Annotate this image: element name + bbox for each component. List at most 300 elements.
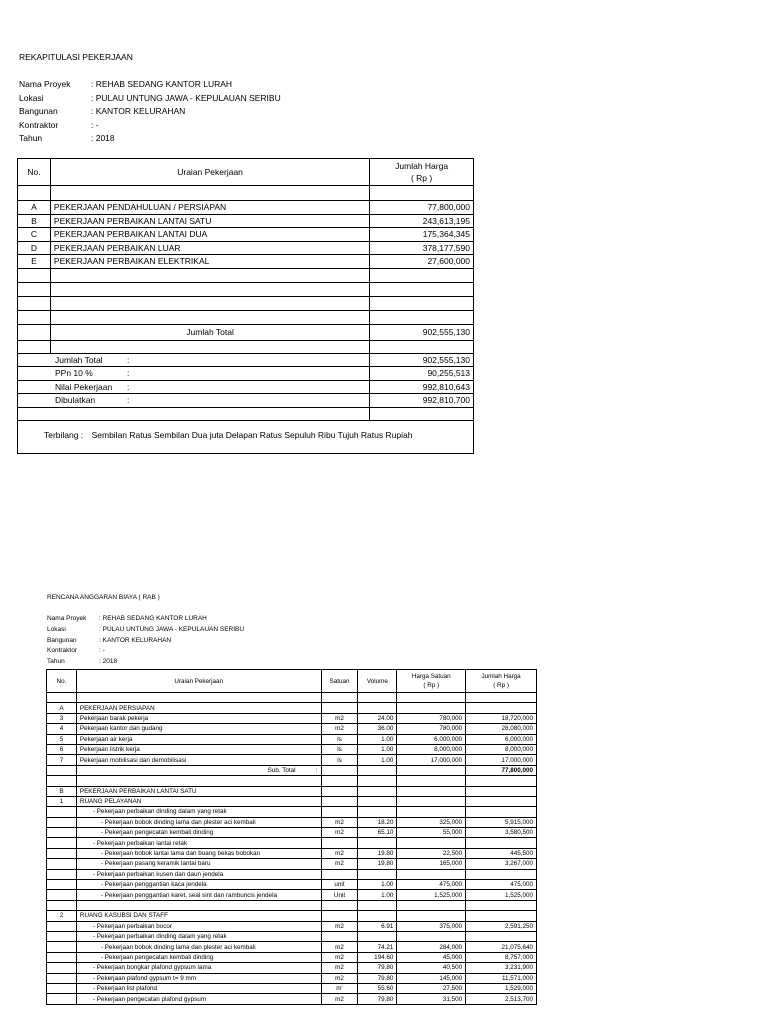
rekap-empty-cell (18, 310, 51, 324)
rekap-empty-cell (50, 268, 369, 282)
rekap-info-row (19, 120, 459, 132)
rab-row-no (47, 828, 77, 838)
rab-row-satuan: m2 (321, 828, 358, 838)
rab-row-volume (358, 703, 397, 713)
rab-row (47, 713, 537, 723)
rab-row-volume: 19.80 (358, 859, 397, 869)
rab-row-jumlah: 8,757,000 (466, 952, 537, 962)
rab-header-row (47, 670, 537, 693)
rab-row-satuan: m2 (321, 963, 358, 973)
rab-row (47, 890, 537, 900)
rab-row-volume (358, 796, 397, 806)
rekap-empty-row (18, 268, 474, 282)
rekap-info-row (19, 133, 459, 145)
rekap-row-jumlah: 243,613,195 (370, 214, 474, 228)
rekap-row-jumlah: 27,600,000 (370, 255, 474, 269)
rab-row-uraian (76, 693, 321, 703)
rab-row-jumlah: 1,525,000 (466, 890, 537, 900)
rab-info-key: Bangunan (47, 636, 77, 644)
rekap-total-value: 902,555,130 (370, 324, 474, 340)
rab-subtotal-row (47, 765, 537, 775)
rab-row-uraian (76, 776, 321, 786)
rekap-summary-sep: : (127, 354, 130, 365)
rab-row-uraian: - Pekerjaan perbaikan dinding dalam yang retak (76, 807, 321, 817)
rab-row-harga (397, 911, 466, 921)
rab-row (47, 859, 537, 869)
rab-row-satuan: m2 (321, 713, 358, 723)
rab-row-satuan (321, 786, 358, 796)
rab-info-row (47, 647, 347, 657)
rab-row-jumlah: 11,571,000 (466, 973, 537, 983)
rab-row-harga: 780,000 (397, 713, 466, 723)
rekap-summary-value: 902,555,130 (370, 353, 474, 367)
rab-info-key: Kontraktor (47, 647, 77, 655)
rekap-empty-cell (50, 186, 369, 201)
terbilang-text: Sembilan Ratus Sembilan Dua juta Delapan Ratus Sepuluh Ribu Tujuh Ratus Rupiah (91, 430, 413, 440)
rab-row-uraian: RUANG KASUBSI DAN STAFF (76, 911, 321, 921)
terbilang (44, 430, 412, 440)
rab-row-volume: 1.00 (358, 890, 397, 900)
rab-row-volume: 79.80 (358, 963, 397, 973)
rab-row-satuan (321, 703, 358, 713)
rab-row-volume: 194.60 (358, 952, 397, 962)
rab-row-volume: 19.80 (358, 848, 397, 858)
rab-subtotal-label: Sub. Total (267, 766, 296, 774)
rekap-info-value: : 2018 (91, 133, 115, 143)
rab-row-satuan: m2 (321, 859, 358, 869)
rab-row-jumlah: 475,000 (466, 880, 537, 890)
rab-table (46, 669, 537, 1005)
rekap-summary-value: 992,810,700 (370, 394, 474, 408)
rekap-empty-cell (50, 340, 369, 353)
rab-row (47, 911, 537, 921)
rab-row (47, 869, 537, 879)
rab-row-volume: 36.00 (358, 724, 397, 734)
rekap-empty-cell (18, 268, 51, 282)
rab-row-jumlah: 445,500 (466, 848, 537, 858)
rekap-info-key: Kontraktor (19, 119, 59, 130)
rab-row-jumlah (466, 869, 537, 879)
rekap-row (18, 214, 474, 228)
rab-row-harga: 17,000,000 (397, 755, 466, 765)
rab-row-no: 3 (47, 713, 77, 723)
rab-row-harga: 1,525,000 (397, 890, 466, 900)
rab-row-no: B (47, 786, 77, 796)
rab-row-satuan (321, 931, 358, 941)
rab-row-volume (358, 869, 397, 879)
rab-row-no: A (47, 703, 77, 713)
rab-row-no (47, 848, 77, 858)
rab-row-uraian: Pekerjaan listrik kerja (76, 744, 321, 754)
rab-row-volume: 1.00 (358, 744, 397, 754)
rab-row-volume: 1.00 (358, 880, 397, 890)
rab-row-jumlah: 77,800,000 (466, 765, 537, 775)
rekap-empty-row (18, 407, 474, 421)
rekap-empty-row (18, 296, 474, 310)
rab-row-uraian: Pekerjaan mobilisasi dan demobilisasi (76, 755, 321, 765)
rekap-row (18, 241, 474, 255)
rab-row-satuan: m2 (321, 952, 358, 962)
rekap-info-row (19, 93, 459, 105)
rekap-empty-cell (370, 296, 474, 310)
rab-info-row (47, 637, 347, 647)
rab-row (47, 724, 537, 734)
rab-row-jumlah (466, 703, 537, 713)
rab-col-jumlah-line1: Jumlah Harga (481, 673, 521, 680)
rab-row-uraian: RUANG PELAYANAN (76, 796, 321, 806)
rab-row-jumlah (466, 911, 537, 921)
rab-row (47, 796, 537, 806)
rab-row-jumlah: 28,080,000 (466, 724, 537, 734)
rab-row (47, 838, 537, 848)
rab-row-jumlah (466, 693, 537, 703)
rab-row-uraian (76, 900, 321, 910)
rekap-row-uraian: PEKERJAAN PERBAIKAN ELEKTRIKAL (50, 255, 369, 269)
rekap-row-no: B (18, 214, 51, 228)
rekap-row-uraian: PEKERJAAN PERBAIKAN LUAR (50, 241, 369, 255)
rab-row-satuan (321, 900, 358, 910)
rab-row-volume (358, 911, 397, 921)
rab-row-harga: 475,000 (397, 880, 466, 890)
rab-row-jumlah: 2,591,250 (466, 921, 537, 931)
rab-row-no: 6 (47, 744, 77, 754)
rab-row-jumlah (466, 838, 537, 848)
rab-row-jumlah: 17,000,000 (466, 755, 537, 765)
rab-row-no: 1 (47, 796, 77, 806)
rekap-summary-value: 992,810,643 (370, 380, 474, 394)
rab-row-jumlah: 8,000,000 (466, 744, 537, 754)
rab-row-jumlah (466, 776, 537, 786)
rab-row-satuan: m' (321, 983, 358, 993)
rekap-summary-value: 90,255,513 (370, 367, 474, 381)
rab-info-value: : - (99, 647, 105, 655)
rab-row (47, 900, 537, 910)
rab-row-satuan (321, 776, 358, 786)
rab-row-harga (397, 703, 466, 713)
rab-row (47, 755, 537, 765)
rab-row-volume: 65.10 (358, 828, 397, 838)
rekap-summary-label-cell (18, 353, 370, 367)
rab-row-volume: 1.00 (358, 734, 397, 744)
rab-row-satuan (321, 765, 358, 775)
rekap-empty-row (18, 310, 474, 324)
rekap-empty-cell (18, 340, 51, 353)
rekap-summary-sep: : (127, 381, 130, 392)
rab-row-no (47, 921, 77, 931)
rab-row-no (47, 817, 77, 827)
rab-row-harga (397, 693, 466, 703)
rab-row-uraian: - Pekerjaan pengecatan kembali dinding (76, 828, 321, 838)
rab-row-satuan (321, 869, 358, 879)
rekap-info-row (19, 106, 459, 118)
rekap-empty-cell (18, 282, 51, 296)
rekap-row-no: A (18, 201, 51, 215)
rab-row-uraian: Pekerjaan air kerja (76, 734, 321, 744)
rab-info-row (47, 658, 347, 668)
rab-row (47, 973, 537, 983)
rekap-empty-cell (50, 296, 369, 310)
terbilang-label: Terbilang : (44, 430, 84, 440)
rab-row-no (47, 838, 77, 848)
rab-info-value: : REHAB SEDANG KANTOR LURAH (99, 615, 207, 622)
rekap-info-value: : - (91, 119, 99, 130)
rab-row-no: 2 (47, 911, 77, 921)
rab-row-no: 4 (47, 724, 77, 734)
rab-row-harga: 375,000 (397, 921, 466, 931)
rekap-info-value: : REHAB SEDANG KANTOR LURAH (91, 79, 233, 89)
rab-row-uraian: - Pekerjaan penggantian karet, seal sint dan rambuncis jendela (76, 890, 321, 900)
rab-row-volume: 1.00 (358, 755, 397, 765)
rekap-summary-label: Dibulatkan (55, 395, 96, 406)
rab-row (47, 921, 537, 931)
rab-row-jumlah: 6,000,000 (466, 734, 537, 744)
rab-title: RENCANA ANGGARAN BIAYA ( RAB ) (47, 594, 160, 601)
rab-row-uraian: - Pekerjaan bobok lantai lama dan buang bekas bobokan (76, 848, 321, 858)
rekap-summary-label: Jumlah Total (55, 354, 103, 365)
rekap-summary-label-cell (18, 394, 370, 408)
rekap-empty-row (18, 340, 474, 353)
rekap-row-no: E (18, 255, 51, 269)
rab-row-harga (397, 765, 466, 775)
rekap-empty-cell (370, 340, 474, 353)
rab-row-volume: 55.60 (358, 983, 397, 993)
rab-row-harga: 325,000 (397, 817, 466, 827)
rab-row (47, 963, 537, 973)
rab-row (47, 703, 537, 713)
rab-row-volume (358, 900, 397, 910)
rekap-info-key: Tahun (19, 133, 43, 143)
rekap-empty-row (18, 282, 474, 296)
rab-row-uraian: - Pekerjaan bobok dinding lama dan plester aci kembali (76, 817, 321, 827)
rab-row-harga (397, 931, 466, 941)
rab-row-harga: 6,000,000 (397, 734, 466, 744)
rekap-row-uraian: PEKERJAAN PENDAHULUAN / PERSIAPAN (50, 201, 369, 215)
rab-row-satuan: unit (321, 880, 358, 890)
rab-row-harga: 40,500 (397, 963, 466, 973)
rab-row-satuan: m2 (321, 921, 358, 931)
rab-row (47, 693, 537, 703)
rab-row-no (47, 963, 77, 973)
rab-row-no (47, 765, 77, 775)
rab-row-satuan: m2 (321, 973, 358, 983)
rab-row (47, 994, 537, 1004)
rab-row (47, 807, 537, 817)
rekap-row-jumlah: 378,177,590 (370, 241, 474, 255)
rab-col-uraian: Uraian Pekerjaan (76, 670, 321, 693)
rab-row-jumlah (466, 900, 537, 910)
rekap-row-uraian: PEKERJAAN PERBAIKAN LANTAI SATU (50, 214, 369, 228)
rab-row-volume (358, 765, 397, 775)
rekap-summary-label: PPn 10 % (55, 368, 93, 379)
rab-row-volume (358, 786, 397, 796)
rekap-empty-cell (370, 407, 474, 421)
rab-info-key: Tahun (47, 658, 65, 666)
rab-row-harga: 8,000,000 (397, 744, 466, 754)
rab-row-harga: 780,000 (397, 724, 466, 734)
rekap-row (18, 255, 474, 269)
rab-row-no (47, 693, 77, 703)
rab-row-uraian: Pekerjaan barak pekerja (76, 713, 321, 723)
rab-row (47, 828, 537, 838)
rekap-empty-cell (18, 186, 51, 201)
rekap-summary-label-cell (18, 380, 370, 394)
rekap-summary-row (18, 394, 474, 408)
rab-row-jumlah: 1,529,000 (466, 983, 537, 993)
rekap-empty-cell (370, 268, 474, 282)
rekap-empty-cell (18, 296, 51, 310)
rab-row-no (47, 807, 77, 817)
rekap-info-value: : KANTOR KELURAHAN (91, 106, 186, 116)
rab-row (47, 734, 537, 744)
rab-row-uraian: Pekerjaan kantor dan gudang (76, 724, 321, 734)
rab-row-no (47, 869, 77, 879)
rab-info-value: : 2018 (99, 658, 118, 666)
rab-row-uraian: - Pekerjaan pengecatan plafond gypsum (76, 994, 321, 1004)
rab-row-uraian: - Pekerjaan pasang keramik lantai baru (76, 859, 321, 869)
rab-col-jumlah-line2: ( Rp ) (493, 682, 509, 689)
col-header-jumlah (370, 159, 474, 186)
rekap-total-empty (18, 324, 51, 340)
rab-row-harga (397, 900, 466, 910)
rab-row-uraian: PEKERJAAN PERBAIKAN LANTAI SATU (76, 786, 321, 796)
rab-row-satuan (321, 807, 358, 817)
rab-row (47, 952, 537, 962)
rab-info-row (47, 626, 347, 636)
rab-row-harga: 165,000 (397, 859, 466, 869)
rab-row-uraian: - Pekerjaan perbaikan lantai retak (76, 838, 321, 848)
rekap-row-jumlah: 175,364,345 (370, 228, 474, 242)
rab-row-satuan (321, 796, 358, 806)
rab-row-volume: 74.21 (358, 942, 397, 952)
rab-row-satuan: m2 (321, 848, 358, 858)
rab-row-volume: 24.00 (358, 713, 397, 723)
rab-row-no (47, 859, 77, 869)
rab-row-no (47, 994, 77, 1004)
rab-info-key: Nama Proyek (47, 615, 87, 622)
rab-col-harga-line1: Harga Satuan (411, 673, 451, 680)
rab-row (47, 880, 537, 890)
rab-row-satuan: ls (321, 734, 358, 744)
rab-row-harga: 22,500 (397, 848, 466, 858)
rab-row-volume (358, 807, 397, 817)
rab-row-volume: 18.20 (358, 817, 397, 827)
rekap-table (17, 158, 474, 454)
rekap-row (18, 201, 474, 215)
rab-row-volume (358, 838, 397, 848)
rekap-summary-sep: : (127, 368, 130, 379)
rab-row-volume (358, 931, 397, 941)
rab-row-jumlah: 21,075,640 (466, 942, 537, 952)
rab-row-no (47, 890, 77, 900)
rekap-total-row (18, 324, 474, 340)
rab-col-harga (397, 670, 466, 693)
rab-row (47, 942, 537, 952)
rab-row-jumlah: 3,231,900 (466, 963, 537, 973)
rab-info-value: : KANTOR KELURAHAN (99, 636, 172, 644)
col-header-jumlah-line1: Jumlah Harga (395, 161, 449, 171)
rab-row-uraian: - Pekerjaan plafond gypsum t= 9 mm (76, 973, 321, 983)
rab-row-volume: 79.80 (358, 994, 397, 1004)
rekap-summary-row (18, 353, 474, 367)
rab-row (47, 817, 537, 827)
rab-row-satuan: m2 (321, 724, 358, 734)
rekap-info-value: : PULAU UNTUNG JAWA - KEPULAUAN SERIBU (91, 92, 281, 103)
rab-row (47, 848, 537, 858)
rab-row-satuan (321, 693, 358, 703)
rab-row-harga (397, 796, 466, 806)
rab-row-uraian: - Pekerjaan perbaikan dinding dalam yang retak (76, 931, 321, 941)
rekap-row-no: D (18, 241, 51, 255)
rab-row-jumlah: 2,513,700 (466, 994, 537, 1004)
col-header-no: No. (18, 159, 51, 186)
rab-row-no (47, 900, 77, 910)
rab-row-harga: 31,500 (397, 994, 466, 1004)
rekap-header-row (18, 159, 474, 186)
rab-row-satuan: m2 (321, 994, 358, 1004)
rab-row-jumlah (466, 796, 537, 806)
rab-row-harga (397, 838, 466, 848)
rab-row-volume: 6.91 (358, 921, 397, 931)
rab-row-satuan: ls (321, 755, 358, 765)
rekap-summary-label: Nilai Pekerjaan (55, 381, 113, 392)
rekap-row-jumlah: 77,800,000 (370, 201, 474, 215)
rab-row-jumlah (466, 807, 537, 817)
rekap-summary-label-cell (18, 367, 370, 381)
rab-col-no: No. (47, 670, 77, 693)
rekap-row-no: C (18, 228, 51, 242)
rab-row-jumlah (466, 786, 537, 796)
rab-row-uraian: - Pekerjaan perbaikan kusen dan daun jendela (76, 869, 321, 879)
rab-row-satuan (321, 838, 358, 848)
rab-row-jumlah: 3,267,000 (466, 859, 537, 869)
rekap-title: REKAPITULASI PEKERJAAN (19, 52, 133, 62)
rab-row-no: 7 (47, 755, 77, 765)
rab-row (47, 983, 537, 993)
rekap-summary-row (18, 367, 474, 381)
rab-row-satuan: m2 (321, 942, 358, 952)
rekap-summary-row (18, 380, 474, 394)
col-header-jumlah-line2: ( Rp ) (410, 173, 433, 183)
rab-row-no (47, 952, 77, 962)
rab-row-no (47, 983, 77, 993)
rab-row-no (47, 942, 77, 952)
col-header-uraian: Uraian Pekerjaan (50, 159, 369, 186)
rab-row-jumlah: 5,915,000 (466, 817, 537, 827)
rab-info-row (47, 615, 347, 625)
rab-info-key: Lokasi (47, 625, 66, 633)
rab-row-volume: 79.80 (358, 973, 397, 983)
rab-row-uraian (76, 765, 321, 775)
rab-row (47, 776, 537, 786)
rab-col-volume: Volume (358, 670, 397, 693)
rab-row-no (47, 973, 77, 983)
rekap-summary-sep: : (127, 395, 130, 406)
rab-row (47, 931, 537, 941)
rab-row-harga: 27,500 (397, 983, 466, 993)
rekap-empty-cell (370, 282, 474, 296)
rab-row-harga: 284,000 (397, 942, 466, 952)
rekap-info-key: Bangunan (19, 106, 58, 116)
rab-row-harga (397, 776, 466, 786)
rab-row-harga (397, 786, 466, 796)
rab-row-no (47, 931, 77, 941)
rekap-empty-cell (50, 310, 369, 324)
rab-row (47, 786, 537, 796)
rab-row (47, 744, 537, 754)
rekap-row (18, 228, 474, 242)
rab-row-jumlah (466, 931, 537, 941)
rab-row-no: 5 (47, 734, 77, 744)
